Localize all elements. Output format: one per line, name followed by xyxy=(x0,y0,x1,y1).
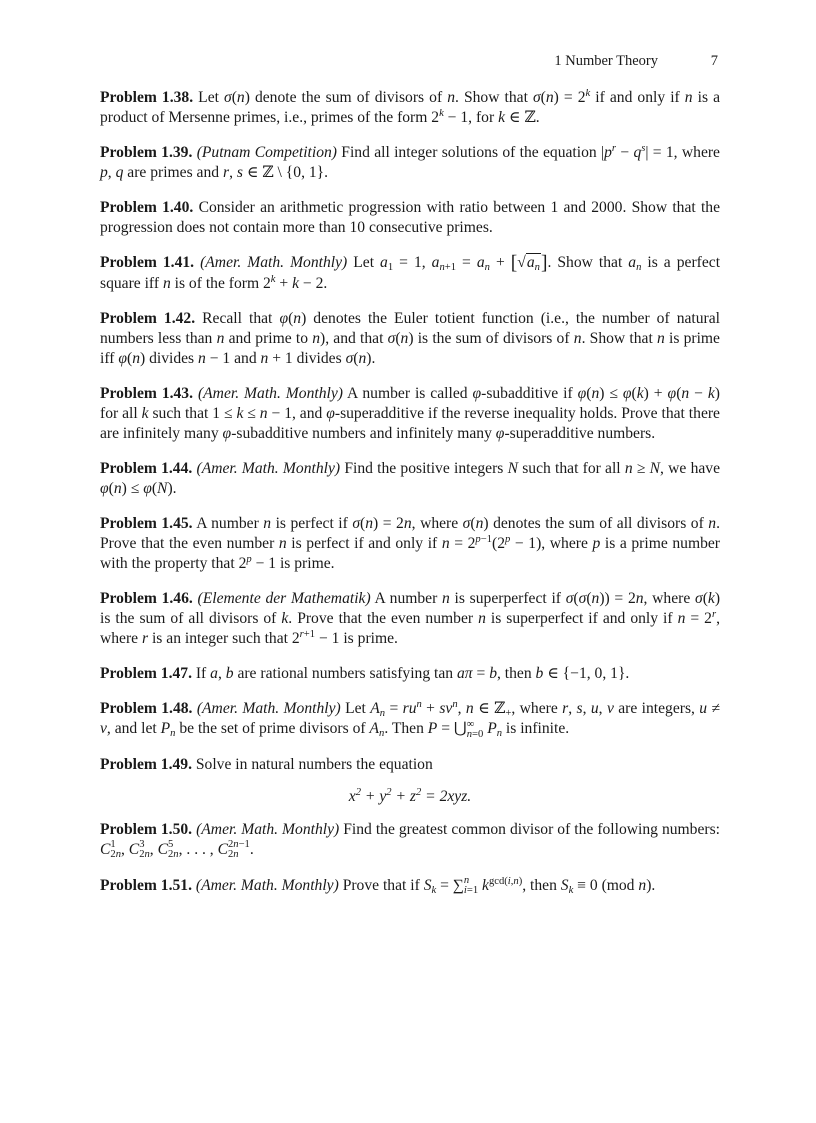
problem-number: Problem 1.47. xyxy=(100,664,192,682)
problem-number: Problem 1.46. xyxy=(100,589,193,607)
problem-source: (Elemente der Mathematik) xyxy=(197,589,371,607)
problem-number: Problem 1.39. xyxy=(100,144,193,161)
problem-source: (Putnam Competition) xyxy=(196,144,337,161)
problem-number: Problem 1.48. xyxy=(100,699,193,717)
problem-list xyxy=(100,88,720,911)
problem-1-43: Problem 1.43. (Amer. Math. Monthly) A number is called φ-subadditive if φ(n) ≤ φ(k) + φ(n − k) for all k such that 1 ≤ k ≤ n − 1, and φ-superadditive if the reverse inequality holds. Prove that there are infinitely many φ-subadditive numbers and infinitely many φ-superadditive numbers. xyxy=(100,384,720,442)
problem-number: Problem 1.50. xyxy=(100,820,193,838)
problem-1-41: Problem 1.41. (Amer. Math. Monthly) Let $a_1 = 1$, $a_{n+1} = a_n + [√a_n]$. Show that $a_n$ is a perfect square iff n is of the form $2^k + k - 2$. xyxy=(100,252,721,292)
problem-1-44: Problem 1.44. (Amer. Math. Monthly) Find the positive integers N such that for all n ≥ N, we have φ(n) ≤ φ(N). xyxy=(100,459,721,497)
problem-number: Problem 1.42. xyxy=(100,309,196,327)
problem-1-45: Problem 1.45. A number n is perfect if σ(n) = 2n, where σ(n) denotes the sum of all divisors of n. Prove that the even number n is perfect if and only if $n = 2^{p-1}(2^p - 1)$, where p is a prime number with the property that $2^p - 1$ is prime. xyxy=(100,514,720,572)
problem-source: (Amer. Math. Monthly) xyxy=(196,820,340,838)
problem-1-46: Problem 1.46. (Elemente der Mathematik) A number n is superperfect if σ(σ(n)) = 2n, where σ(k) is the sum of all divisors of k. Prove that the even number n is superperfect if and only if $n = 2^r$, where r is an integer such that $2^{r+1} - 1$ is prime. xyxy=(100,589,721,647)
problem-number: Problem 1.51. xyxy=(100,876,192,894)
display-equation: $x^2 + y^2 + z^2 = 2xyz$. xyxy=(348,786,472,805)
problem-source: (Amer. Math. Monthly) xyxy=(197,384,343,402)
problem-number: Problem 1.43. xyxy=(100,384,194,402)
problem-number: Problem 1.41. xyxy=(100,254,195,271)
problem-1-49 xyxy=(100,755,720,775)
problem-text: Consider an arithmetic progression with ratio between 1 and 2000. Show that the progression does not contain more than 10 consecutive primes. xyxy=(100,199,721,236)
problem-1-39: Problem 1.39. (Putnam Competition) Find all integer solutions of the equation $|p^r - q^s| = 1$, where p, q are primes and r, s ∈ ℤ \ {0, 1}. xyxy=(100,143,720,181)
problem-1-47: Problem 1.47. If a, b are rational numbers satisfying tan aπ = b, then b ∈ {−1, 0, 1}. xyxy=(100,664,630,682)
running-header xyxy=(100,53,720,73)
problem-text: Solve in natural numbers the equation xyxy=(195,755,433,773)
problem-number: Problem 1.44. xyxy=(100,459,193,477)
problem-source: (Amer. Math. Monthly) xyxy=(200,254,348,271)
problem-number: Problem 1.40. xyxy=(100,199,194,216)
problem-1-48: Problem 1.48. (Amer. Math. Monthly) Let $A_n = ru^n + sv^n$, n ∈ ℤ$_+$, where r, s, u, v are integers, u ≠ v, and let $P_n$ be the set of prime divisors of $A_n$. Then P = ⋃ ∞ n=0 $P_n$ is infinite. xyxy=(100,699,721,740)
chapter-title: 1 Number Theory xyxy=(554,53,658,69)
problem-1-51: Problem 1.51. (Amer. Math. Monthly) Prove that if $S_k$ = ∑ n i=1 $k^{gcd(i,n)}$, then $S_k \equiv 0$ (mod n). xyxy=(100,875,656,897)
problem-1-50: Problem 1.50. (Amer. Math. Monthly) Find the greatest common divisor of the following numbers: C 1 2n , C 3 2n , C 5 2n , . . . , C 2n−1 2n . xyxy=(100,820,720,861)
problem-source: (Amer. Math. Monthly) xyxy=(196,699,341,717)
page-number: 7 xyxy=(710,53,718,69)
problem-number: Problem 1.38. xyxy=(100,89,194,106)
problem-number: Problem 1.49. xyxy=(100,755,192,773)
problem-1-38: Problem 1.38. Let σ(n) denote the sum of divisors of n. Show that $\sigma(n) = 2^k$ if and only if n is a product of Mersenne primes, i.e., primes of the form $2^k - 1$, for k ∈ ℤ. xyxy=(100,88,720,126)
problem-source: (Amer. Math. Monthly) xyxy=(195,876,339,894)
problem-number: Problem 1.45. xyxy=(100,514,193,532)
problem-1-40 xyxy=(100,198,720,238)
problem-source: (Amer. Math. Monthly) xyxy=(196,459,341,477)
problem-1-42: Problem 1.42. Recall that φ(n) denotes the Euler totient function (i.e., the number of natural numbers less than n and prime to n), and that σ(n) is the sum of divisors of n. Show that n is prime iff φ(n) divides n − 1 and n + 1 divides σ(n). xyxy=(100,309,720,367)
